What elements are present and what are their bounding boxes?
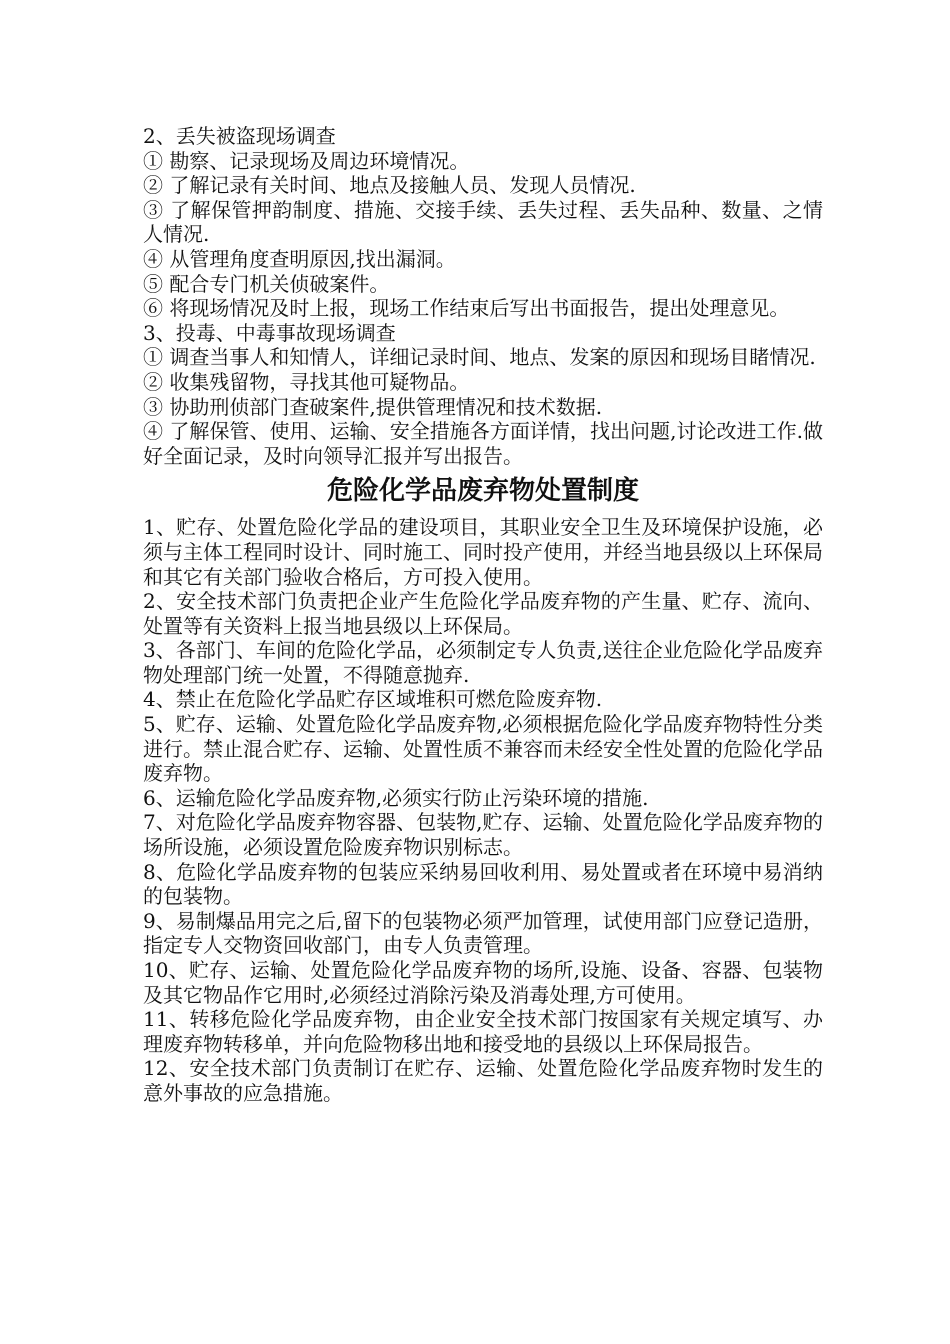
rule-item: 7、对危险化学品废弃物容器、包装物,贮存、运输、处置危险化学品废弃物的场所设施，必须设置危险废弃物识别标志。	[143, 810, 823, 860]
rule-item: 6、运输危险化学品废弃物,必须实行防止污染环境的措施.	[143, 785, 649, 810]
list-item: ① 勘察、记录现场及周边环境情况。	[143, 148, 470, 173]
rule-item: 5、贮存、运输、处置危险化学品废弃物,必须根据危险化学品废弃物特性分类进行。禁止混合贮存、运输、处置性质不兼容而未经安全性处置的危险化学品废弃物。	[143, 712, 823, 786]
list-item: ② 收集残留物，寻找其他可疑物品。	[143, 369, 470, 394]
rule-item: 11、转移危险化学品废弃物，由企业安全技术部门按国家有关规定填写、办理废弃物转移单，并向危险物移出地和接受地的县级以上环保局报告。	[143, 1007, 823, 1056]
rule-item: 12、安全技术部门负责制订在贮存、运输、处置危险化学品废弃物时发生的意外事故的应急措施。	[143, 1056, 823, 1105]
incident-investigation-section	[143, 124, 823, 468]
rule-item: 1、贮存、处置危险化学品的建设项目，其职业安全卫生及环境保护设施，必须与主体工程同时设计、同时施工、同时投产使用，并经当地县级以上环保局和其它有关部门验收合格后，方可投入使用。	[143, 515, 823, 589]
list-item: ③ 了解保管押韵制度、措施、交接手续、丢失过程、丢失品种、数量、之情人情况.	[143, 197, 823, 247]
list-item: ④ 从管理角度查明原因,找出漏洞。	[143, 246, 456, 271]
document-title: 危险化学品废弃物处置制度	[326, 476, 639, 507]
list-item: ③ 协助刑侦部门查破案件,提供管理情况和技术数据.	[143, 394, 603, 419]
rule-item: 2、安全技术部门负责把企业产生危险化学品废弃物的产生量、贮存、流向、处置等有关资料上报当地县级以上环保局。	[143, 589, 823, 638]
rule-item: 9、易制爆品用完之后,留下的包装物必须严加管理，试使用部门应登记造册，指定专人交物资回收部门，由专人负责管理。	[143, 908, 823, 958]
rule-item: 8、危险化学品废弃物的包装应采纳易回收利用、易处置或者在环境中易消纳的包装物。	[143, 859, 823, 909]
section-heading-poisoning: 3、投毒、中毒事故现场调查	[143, 320, 396, 345]
waste-disposal-rules	[143, 515, 823, 1105]
rule-item: 10、贮存、运输、处置危险化学品废弃物的场所,设施、设备、容器、包装物及其它物品作它用时,必须经过消除污染及消毒处理,方可使用。	[143, 958, 823, 1007]
rule-item: 3、各部门、车间的危险化学品，必须制定专人负责,送往企业危险化学品废弃物处理部门统一处置，不得随意抛弃.	[143, 638, 823, 687]
list-item: ④ 了解保管、使用、运输、安全措施各方面详情，找出问题,讨论改进工作.做好全面记录，及时向领导汇报并写出报告。	[143, 419, 823, 468]
list-item: ⑤ 配合专门机关侦破案件。	[143, 271, 390, 296]
document-body	[143, 124, 823, 1106]
list-item: ⑥ 将现场情况及时上报，现场工作结束后写出书面报告，提出处理意见。	[143, 296, 790, 321]
rule-item: 4、禁止在危险化学品贮存区域堆积可燃危险废弃物.	[143, 687, 603, 712]
list-item: ② 了解记录有关时间、地点及接触人员、发现人员情况.	[143, 173, 636, 198]
list-item: ① 调查当事人和知情人，详细记录时间、地点、发案的原因和现场目睹情况.	[143, 345, 816, 370]
section-heading-theft: 2、丢失被盗现场调查	[143, 124, 336, 148]
